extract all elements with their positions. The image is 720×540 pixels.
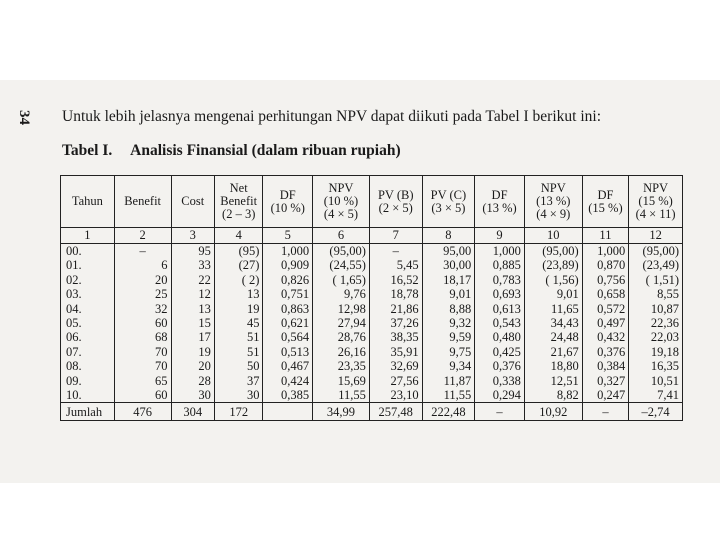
table-cell: 1,000 xyxy=(582,244,628,259)
column-header xyxy=(369,176,422,228)
column-header-line: (10 %) xyxy=(323,194,359,208)
table-cell: 33 xyxy=(171,258,214,272)
column-header-line: DF xyxy=(597,187,614,202)
table-cell: 22,36 xyxy=(629,316,683,330)
table-cell: 13 xyxy=(171,302,214,316)
table-cell: 70 xyxy=(114,345,171,359)
table-cell: 23,35 xyxy=(313,359,370,373)
table-cell: 8,82 xyxy=(524,388,582,403)
column-number-row xyxy=(61,228,683,244)
table-cell: 37 xyxy=(214,374,263,388)
table-cell: ( 1,56) xyxy=(524,273,582,287)
table-cell: 19,18 xyxy=(629,345,683,359)
table-cell: 0,756 xyxy=(582,273,628,287)
table-cell: 30,00 xyxy=(422,258,475,272)
table-cell: 18,80 xyxy=(524,359,582,373)
table-cell: 0,572 xyxy=(582,302,628,316)
table-cell: 95,00 xyxy=(422,244,475,259)
table-cell: 11,55 xyxy=(313,388,370,403)
table-cell: 20 xyxy=(114,273,171,287)
column-number: 7 xyxy=(369,228,422,244)
column-header-line: DF xyxy=(491,187,508,202)
column-header xyxy=(214,176,263,228)
column-header-line: (4 × 9) xyxy=(536,207,571,221)
table-cell: ( 1,65) xyxy=(313,273,370,287)
table-cell: 0,497 xyxy=(582,316,628,330)
table-cell: 8,88 xyxy=(422,302,475,316)
table-cell: 23,10 xyxy=(369,388,422,403)
table-cell: 0,432 xyxy=(582,330,628,344)
column-header-line: (4 × 11) xyxy=(635,207,676,221)
year-cell: 07. xyxy=(61,345,115,359)
table-cell: 0,385 xyxy=(263,388,313,403)
table-cell: 9,76 xyxy=(313,287,370,301)
table-cell: 0,885 xyxy=(475,258,525,272)
table-body xyxy=(61,244,683,403)
year-cell: 06. xyxy=(61,330,115,344)
year-cell: 09. xyxy=(61,374,115,388)
table-cell: 22 xyxy=(171,273,214,287)
table-cell: 68 xyxy=(114,330,171,344)
column-number: 5 xyxy=(263,228,313,244)
table-cell: 12 xyxy=(171,287,214,301)
total-cell: – xyxy=(475,403,525,421)
table-cell: 9,59 xyxy=(422,330,475,344)
table-cell: 16,35 xyxy=(629,359,683,373)
table-cell: 9,75 xyxy=(422,345,475,359)
column-header-line: Net xyxy=(229,181,248,195)
column-number: 11 xyxy=(582,228,628,244)
column-header xyxy=(171,176,214,228)
total-cell: 304 xyxy=(171,403,214,421)
table-cell: 0,693 xyxy=(475,287,525,301)
total-label: Jumlah xyxy=(61,403,115,421)
table-cell: 0,564 xyxy=(263,330,313,344)
year-cell: 08. xyxy=(61,359,115,373)
intro-paragraph: Untuk lebih jelasnya mengenai perhitungan NPV dapat diikuti pada Tabel I berikut ini: xyxy=(62,108,601,125)
table-cell: 18,78 xyxy=(369,287,422,301)
table-cell: 18,17 xyxy=(422,273,475,287)
table-cell: 22,03 xyxy=(629,330,683,344)
table-cell: 10,51 xyxy=(629,374,683,388)
table-cell: 0,826 xyxy=(263,273,313,287)
table-row xyxy=(61,302,683,316)
table-cell: 0,376 xyxy=(582,345,628,359)
column-header-line: (13 %) xyxy=(482,200,517,215)
table-row xyxy=(61,374,683,388)
column-header xyxy=(475,176,525,228)
table-caption-title: Analisis Finansial (dalam ribuan rupiah) xyxy=(130,142,401,159)
table-cell: (95,00) xyxy=(524,244,582,259)
table-cell: 10,87 xyxy=(629,302,683,316)
total-cell: 172 xyxy=(214,403,263,421)
financial-analysis-table xyxy=(60,175,683,421)
column-number: 6 xyxy=(313,228,370,244)
column-header-line: NPV xyxy=(328,181,354,195)
table-cell: 11,65 xyxy=(524,302,582,316)
year-cell: 04. xyxy=(61,302,115,316)
table-cell: 0,425 xyxy=(475,345,525,359)
table-cell: ( 2) xyxy=(214,273,263,287)
table-row xyxy=(61,359,683,373)
total-cell: 222,48 xyxy=(422,403,475,421)
column-number: 8 xyxy=(422,228,475,244)
table-cell: 0,338 xyxy=(475,374,525,388)
table-caption xyxy=(62,142,401,160)
table-cell: 9,34 xyxy=(422,359,475,373)
table-row xyxy=(61,316,683,330)
table-cell: (95,00) xyxy=(629,244,683,259)
column-header xyxy=(422,176,475,228)
year-cell: 02. xyxy=(61,273,115,287)
table-cell: 70 xyxy=(114,359,171,373)
table-cell: 0,247 xyxy=(582,388,628,403)
table-cell: 28 xyxy=(171,374,214,388)
table-row xyxy=(61,287,683,301)
column-number: 2 xyxy=(114,228,171,244)
year-cell: 03. xyxy=(61,287,115,301)
column-header-line: NPV xyxy=(643,181,669,195)
column-header-line: (2 × 5) xyxy=(378,200,413,215)
table-row xyxy=(61,258,683,272)
table-cell: 15,69 xyxy=(313,374,370,388)
column-header-line: (3 × 5) xyxy=(431,200,466,215)
page-number: 34 xyxy=(16,110,32,125)
column-header xyxy=(524,176,582,228)
column-header xyxy=(61,176,115,228)
total-cell: –2,74 xyxy=(629,403,683,421)
table-cell: ( 1,51) xyxy=(629,273,683,287)
total-cell: – xyxy=(582,403,628,421)
table-cell: 26,16 xyxy=(313,345,370,359)
table-cell: 51 xyxy=(214,330,263,344)
table-cell: 0,384 xyxy=(582,359,628,373)
column-header-line: PV (C) xyxy=(430,187,467,202)
table-row xyxy=(61,388,683,403)
table-cell: 32,69 xyxy=(369,359,422,373)
column-header-line: (4 × 5) xyxy=(323,207,359,221)
table-cell: (23,49) xyxy=(629,258,683,272)
column-header-line: (15 %) xyxy=(588,200,623,215)
column-header-line: (10 %) xyxy=(270,200,305,215)
column-header-line: (13 %) xyxy=(536,194,571,208)
table-cell: 9,01 xyxy=(422,287,475,301)
table-cell: 35,91 xyxy=(369,345,422,359)
table-cell: 21,67 xyxy=(524,345,582,359)
table-cell: 8,55 xyxy=(629,287,683,301)
column-header-line: NPV xyxy=(540,181,566,195)
table-row xyxy=(61,273,683,287)
column-header xyxy=(263,176,313,228)
table-cell: 0,863 xyxy=(263,302,313,316)
table-cell: 30 xyxy=(214,388,263,403)
table-cell: 0,424 xyxy=(263,374,313,388)
table-cell: 6 xyxy=(114,258,171,272)
table-cell: 11,87 xyxy=(422,374,475,388)
table-cell: 19 xyxy=(171,345,214,359)
total-cell: 10,92 xyxy=(524,403,582,421)
column-header-line: Tahun xyxy=(71,194,103,208)
table-cell: (27) xyxy=(214,258,263,272)
total-cell xyxy=(263,403,313,421)
column-header-line: PV (B) xyxy=(377,187,414,202)
column-number: 12 xyxy=(629,228,683,244)
table-cell: (24,55) xyxy=(313,258,370,272)
table-cell: 51 xyxy=(214,345,263,359)
year-cell: 05. xyxy=(61,316,115,330)
column-number: 1 xyxy=(61,228,115,244)
table-header-row xyxy=(61,176,683,228)
table-cell: 45 xyxy=(214,316,263,330)
column-header xyxy=(114,176,171,228)
table-cell: 16,52 xyxy=(369,273,422,287)
table-cell: (95) xyxy=(214,244,263,259)
table-cell: 12,51 xyxy=(524,374,582,388)
table-cell: (23,89) xyxy=(524,258,582,272)
total-row xyxy=(61,403,683,421)
table-cell: 0,870 xyxy=(582,258,628,272)
table-cell: 19 xyxy=(214,302,263,316)
table-cell: 30 xyxy=(171,388,214,403)
table-cell: 38,35 xyxy=(369,330,422,344)
table-row xyxy=(61,345,683,359)
table-cell: 15 xyxy=(171,316,214,330)
table-cell: 21,86 xyxy=(369,302,422,316)
column-number: 10 xyxy=(524,228,582,244)
total-cell: 476 xyxy=(114,403,171,421)
table-cell: 32 xyxy=(114,302,171,316)
table-cell: 5,45 xyxy=(369,258,422,272)
column-number: 3 xyxy=(171,228,214,244)
column-header-line: Benefit xyxy=(124,194,162,208)
table-row xyxy=(61,330,683,344)
table-cell: 0,480 xyxy=(475,330,525,344)
table-cell: 0,613 xyxy=(475,302,525,316)
table-cell: 13 xyxy=(214,287,263,301)
column-header-line: Cost xyxy=(181,194,205,208)
total-cell: 257,48 xyxy=(369,403,422,421)
table-cell: 34,43 xyxy=(524,316,582,330)
table-cell: 28,76 xyxy=(313,330,370,344)
table-cell: 60 xyxy=(114,388,171,403)
table-cell: 0,467 xyxy=(263,359,313,373)
column-header xyxy=(629,176,683,228)
table-cell: 0,543 xyxy=(475,316,525,330)
table-cell: 0,376 xyxy=(475,359,525,373)
table-cell: 7,41 xyxy=(629,388,683,403)
table-cell: 1,000 xyxy=(475,244,525,259)
table-cell: 65 xyxy=(114,374,171,388)
table-cell: 0,294 xyxy=(475,388,525,403)
table-cell: 60 xyxy=(114,316,171,330)
table-cell: 0,783 xyxy=(475,273,525,287)
table-cell: 25 xyxy=(114,287,171,301)
table-cell: 50 xyxy=(214,359,263,373)
table-cell: 0,658 xyxy=(582,287,628,301)
column-number: 9 xyxy=(475,228,525,244)
table-cell: 0,621 xyxy=(263,316,313,330)
table-caption-label: Tabel I. xyxy=(62,142,113,159)
table-cell: 37,26 xyxy=(369,316,422,330)
column-number: 4 xyxy=(214,228,263,244)
table-cell: 20 xyxy=(171,359,214,373)
table-cell: 27,94 xyxy=(313,316,370,330)
table-cell: 27,56 xyxy=(369,374,422,388)
table-cell: 0,327 xyxy=(582,374,628,388)
year-cell: 01. xyxy=(61,258,115,272)
year-cell: 10. xyxy=(61,388,115,403)
table-cell: 9,32 xyxy=(422,316,475,330)
total-cell: 34,99 xyxy=(313,403,370,421)
column-header-line: Benefit xyxy=(220,194,258,208)
table-row xyxy=(61,244,683,259)
column-header-line: DF xyxy=(279,187,296,202)
column-header xyxy=(582,176,628,228)
table-cell: – xyxy=(114,244,171,259)
column-header-line: (15 %) xyxy=(638,194,673,208)
column-header xyxy=(313,176,370,228)
column-header-line: (2 – 3) xyxy=(222,207,256,221)
table-cell: 17 xyxy=(171,330,214,344)
table-cell: 0,513 xyxy=(263,345,313,359)
table-cell: – xyxy=(369,244,422,259)
table-cell: (95,00) xyxy=(313,244,370,259)
table-cell: 1,000 xyxy=(263,244,313,259)
table-cell: 0,751 xyxy=(263,287,313,301)
year-cell: 00. xyxy=(61,244,115,259)
table-cell: 0,909 xyxy=(263,258,313,272)
table-cell: 12,98 xyxy=(313,302,370,316)
table-cell: 9,01 xyxy=(524,287,582,301)
table-cell: 11,55 xyxy=(422,388,475,403)
table-cell: 24,48 xyxy=(524,330,582,344)
table-cell: 95 xyxy=(171,244,214,259)
